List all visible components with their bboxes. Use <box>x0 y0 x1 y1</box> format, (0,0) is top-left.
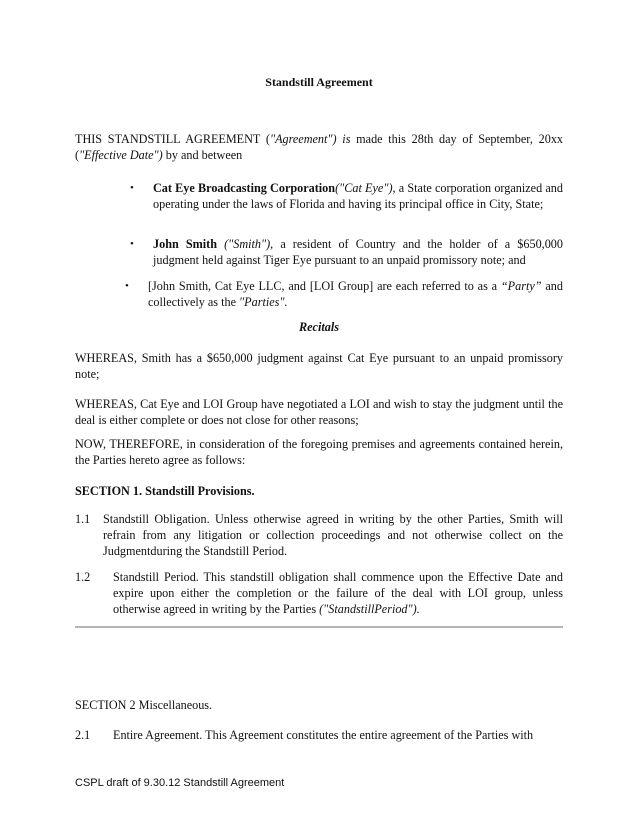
clause-1-2 <box>113 569 563 617</box>
section-2-heading: SECTION 2 Miscellaneous. <box>75 698 213 712</box>
recital-1: WHEREAS, Smith has a $650,000 judgment against Cat Eye pursuant to an unpaid promissory note; <box>75 351 563 381</box>
document-title: Standstill Agreement <box>265 75 373 89</box>
bullet-icon: • <box>125 280 129 292</box>
standstill-period-term: ("StandstillPeriod"). <box>319 602 420 616</box>
parties-text-1: [John Smith, Cat Eye LLC, and [LOI Group] are each referred to as a <box>148 279 501 293</box>
intro-paragraph <box>75 131 563 163</box>
clause-number: 2.1 <box>75 728 91 742</box>
clause-2-1: Entire Agreement. This Agreement constitutes the entire agreement of the Parties with <box>113 728 534 742</box>
clause-number: 1.2 <box>75 570 91 584</box>
recital-3: NOW, THEREFORE, in consideration of the foregoing premises and agreements contained herein, the Parties hereto agree as follows: <box>75 437 563 467</box>
party-name: John Smith <box>153 237 217 251</box>
party-term: “Party” <box>500 279 542 293</box>
effective-date-term: "Effective Date") <box>79 148 163 162</box>
section-1-heading: SECTION 1. Standstill Provisions. <box>75 484 255 498</box>
party-term: ("Smith"), <box>216 237 274 251</box>
intro-text-3: by and between <box>162 148 243 162</box>
parties-definition <box>148 278 563 310</box>
party-john-smith <box>153 236 563 268</box>
page-divider <box>75 626 563 628</box>
bullet-icon: • <box>130 182 134 194</box>
party-term: ("Cat Eye"), <box>335 181 396 195</box>
footer-text: CSPL draft of 9.30.12 Standstill Agreement <box>75 777 285 789</box>
party-cat-eye <box>153 180 563 212</box>
party-name: Cat Eye Broadcasting Corporation <box>153 181 336 195</box>
bullet-icon: • <box>130 238 134 250</box>
party-description: a State corporation organized and operating under the laws of Florida and having its principal office in City, State; <box>153 181 563 211</box>
parties-term: "Parties". <box>239 295 288 309</box>
clause-number: 1.1 <box>75 512 91 526</box>
recital-2: WHEREAS, Cat Eye and LOI Group have negotiated a LOI and wish to stay the judgment until the deal is either complete or does not close for other reasons; <box>75 397 563 427</box>
intro-text-2: made this 28th day of September, 20xx ( <box>75 132 564 162</box>
clause-text: Standstill Period. This standstill obligation shall commence upon the Effective Date and expire upon either the completion or the failure of the deal with LOI group, unless otherwise agreed in writing by the Parties <box>113 570 563 616</box>
parties-text-2: and collectively as the <box>148 279 563 309</box>
agreement-term: "Agreement") is <box>269 132 351 146</box>
party-description: a resident of Country and the holder of a $650,000 judgment held against Tiger Eye pursuant to an unpaid promissory note; and <box>153 237 563 267</box>
recitals-heading: Recitals <box>299 320 339 334</box>
clause-1-1: Standstill Obligation. Unless otherwise agreed in writing by the other Parties, Smith will refrain from any litigation or collection proceedings and not otherwise collect on the Judgmentduring the Standstill Period. <box>103 512 563 558</box>
intro-text-1: THIS STANDSTILL AGREEMENT ( <box>75 132 270 146</box>
